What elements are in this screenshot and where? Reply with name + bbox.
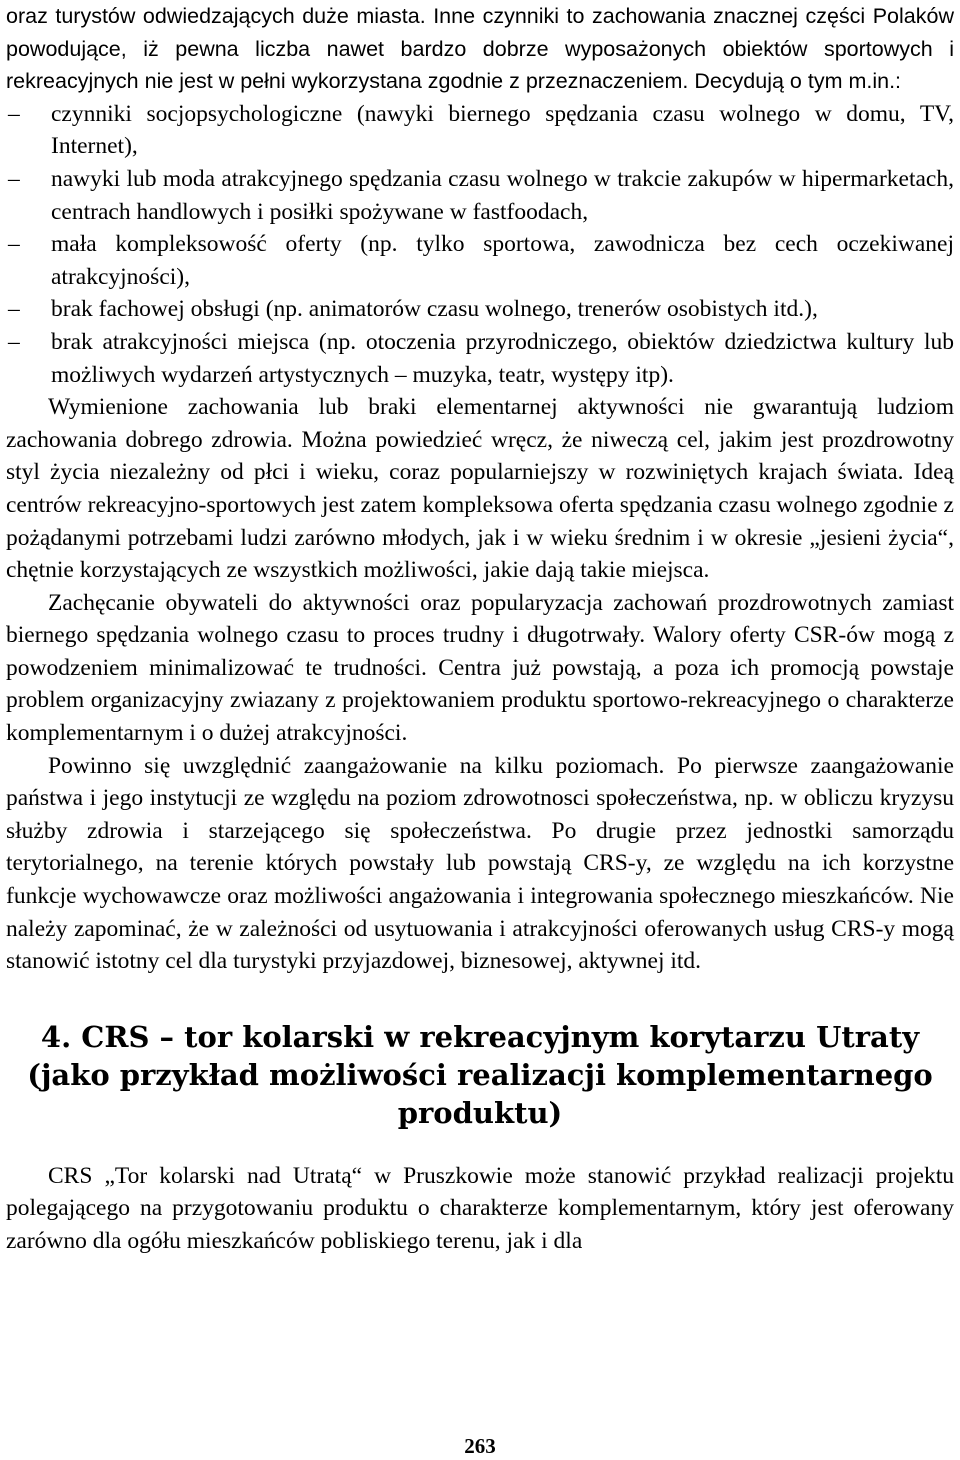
list-item-text: czynniki socjopsychologiczne (nawyki biernego spędzania czasu wolnego w domu, TV, Internet), — [51, 100, 954, 160]
list-item — [6, 326, 954, 391]
list-item — [6, 98, 954, 163]
list-item — [6, 293, 954, 326]
body-paragraph: Wymienione zachowania lub braki elementarnej aktywności nie gwarantują ludziom zachowania dobrego zdrowia. Można powiedzieć wręcz, że niweczą cel, jakim jest prozdrowotny styl życia niezależny od płci i wieku, coraz popularniejszy w rozwiniętych krajach świata. Ideą centrów rekreacyjno-sportowych jest zatem kompleksowa oferta spędzania czasu wolnego zgodnie z pożądanymi potrzebami ludzi zarówno młodych, jak i w wieku średnim i w okresie „jesieni życia“, chętnie korzystających ze wszystkich możliwości, jakie dają takie miejsca. — [6, 394, 954, 584]
section-heading-line: 4. CRS – tor kolarski w rekreacyjnym korytarzu Utraty — [40, 1019, 920, 1054]
factors-list — [6, 98, 954, 391]
body-paragraph: Zachęcanie obywateli do aktywności oraz popularyzacja zachowań prozdrowotnych zamiast biernego spędzania wolnego czasu to proces trudny i długotrwały. Walory oferty CSR-ów mogą z powodzeniem minimalizować te trudności. Centra już powstają, a poza ich promocją powstaje problem organizacyjny zwiazany z projektowaniem produktu sportowo-rekreacyjnego o charakterze komplementarnym i o dużej atrakcyjności. — [6, 589, 954, 747]
list-item-text: brak fachowej obsługi (np. animatorów czasu wolnego, trenerów osobistych itd.), — [51, 296, 818, 323]
list-dash: – — [8, 165, 20, 192]
page-number: 263 — [464, 1434, 496, 1458]
intro-paragraph: oraz turystów odwiedzających duże miasta. Inne czynniki to zachowania znacznej części Polaków powodujące, iż pewna liczba nawet bardzo dobrze wyposażonych obiektów sportowych i rekreacyjnych nie jest w pełni wykorzystana zgodnie z przeznaczeniem. Decydują o tym m.in.: — [6, 4, 954, 94]
list-item-text: nawyki lub moda atrakcyjnego spędzania czasu wolnego w trakcie zakupów w hipermarketach, centrach handlowych i posiłki spożywane w fastfoodach, — [51, 165, 954, 225]
list-dash: – — [8, 328, 20, 355]
list-dash: – — [8, 296, 20, 323]
section-heading-line: produktu) — [397, 1095, 563, 1130]
list-item-text: mała kompleksowość oferty (np. tylko sportowa, zawodnicza bez cech oczekiwanej atrakcyjności), — [51, 231, 954, 290]
document-page — [6, 0, 954, 1460]
list-item — [6, 228, 954, 293]
list-dash: – — [8, 100, 20, 127]
body-paragraph: CRS „Tor kolarski nad Utratą“ w Pruszkowie może stanowić przykład realizacji projektu polegającego na przygotowaniu produktu o charakterze komplementarnym, który jest oferowany zarówno dla ogółu mieszkańców pobliskiego terenu, jak i dla — [6, 1162, 954, 1254]
section-heading — [6, 978, 954, 1160]
body-paragraph: Powinno się uwzględnić zaangażowanie na kilku poziomach. Po pierwsze zaangażowanie państwa i jego instytucji ze względu na poziom zdrowotnosci społeczeństwa, np. w obliczu kryzysu służby zdrowia i starzejącego się społeczeństwa. Po drugie przez jednostki samorządu terytorialnego, na terenie których powstały lub powstają CRS-y, ze względu na ich korzystne funkcje wychowawcze oraz możliwości angażowania i integrowania społecznego mieszkańców. Nie należy zapominać, że w zależności od usytuowania i atrakcyjności oferowanych usług CRS-y mogą stanowić istotny cel dla turystyki przyjazdowej, biznesowej, aktywnej itd. — [6, 752, 954, 975]
section-heading-line: (jako przykład możliwości realizacji komplementarnego — [27, 1057, 933, 1092]
list-dash: – — [8, 231, 20, 258]
list-item-text: brak atrakcyjności miejsca (np. otoczenia przyrodniczego, obiektów dziedzictwa kultury lub możliwych wydarzeń artystycznych – muzyka, teatr, występy itp). — [51, 328, 954, 388]
list-item — [6, 163, 954, 228]
